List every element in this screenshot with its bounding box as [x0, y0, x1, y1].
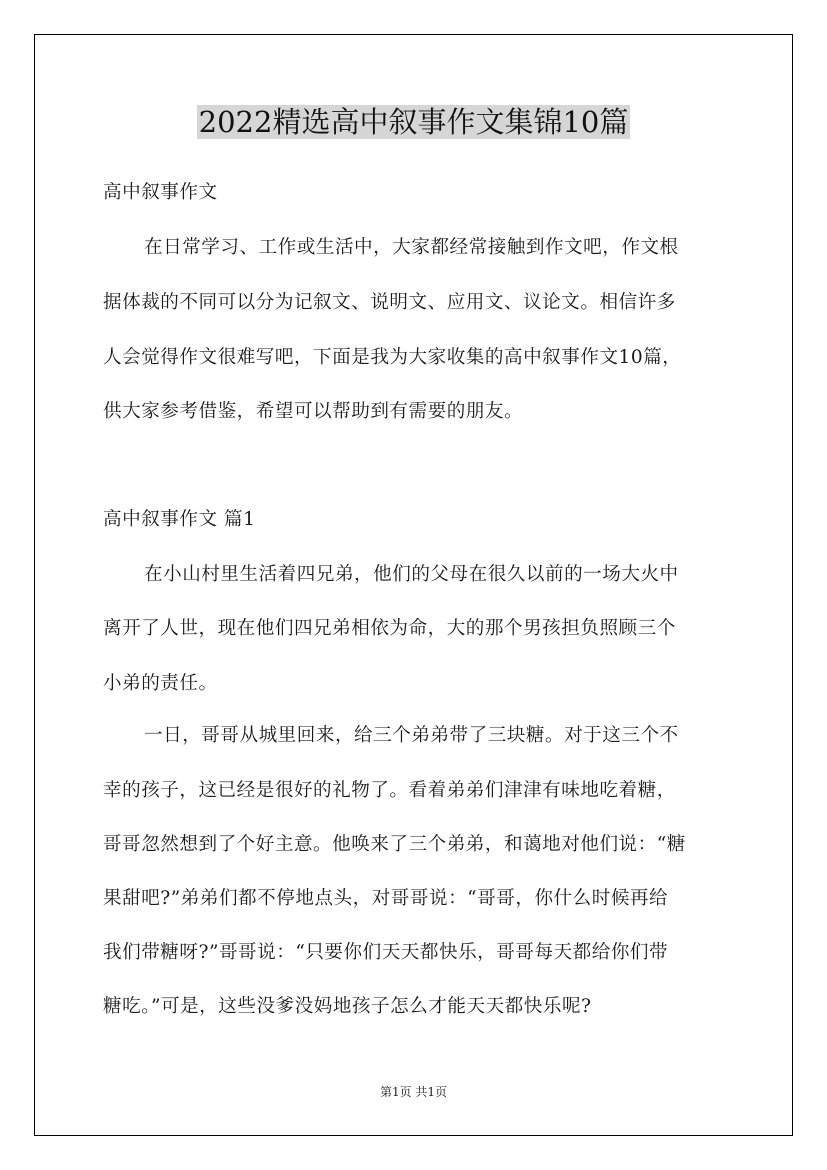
para2-line-4: 果甜吧?”弟弟们都不停地点头，对哥哥说：“哥哥，你什么时候再给	[103, 888, 669, 909]
section1-heading: 高中叙事作文 篇1	[103, 509, 256, 530]
para2-line-3: 哥哥忽然想到了个好主意。他唤来了三个弟弟，和蔼地对他们说：“糖	[103, 834, 686, 855]
para2-line-1: 一日，哥哥从城里回来，给三个弟弟带了三块糖。对于这三个不	[144, 725, 679, 746]
document-title: 2022精选高中叙事作文集锦10篇	[198, 105, 629, 139]
para1-line-2: 离开了人世，现在他们四兄弟相依为命，大的那个男孩担负照顾三个	[103, 618, 676, 639]
para2-line-5: 我们带糖呀?”哥哥说：“只要你们天天都快乐，哥哥每天都给你们带	[103, 942, 669, 963]
intro-line-4: 供大家参考借鉴，希望可以帮助到有需要的朋友。	[103, 401, 524, 422]
para2-line-2: 幸的孩子，这已经是很好的礼物了。看着弟弟们津津有味地吃着糖，	[103, 780, 676, 801]
intro-line-3: 人会觉得作文很难写吧，下面是我为大家收集的高中叙事作文10篇，	[103, 347, 682, 368]
para1-line-3: 小弟的责任。	[103, 673, 218, 694]
intro-line-1: 在日常学习、工作或生活中，大家都经常接触到作文吧，作文根	[144, 237, 679, 258]
intro-heading: 高中叙事作文	[103, 182, 218, 203]
intro-line-2: 据体裁的不同可以分为记叙文、说明文、应用文、议论文。相信许多	[103, 292, 676, 313]
document-title-wrap	[0, 101, 827, 143]
page-footer: 第1页 共1页	[379, 1085, 448, 1099]
para2-line-6: 糖吃。”可是，这些没爹没妈地孩子怎么才能天天都快乐呢?	[103, 996, 592, 1017]
para1-line-1: 在小山村里生活着四兄弟，他们的父母在很久以前的一场大火中	[144, 564, 679, 585]
